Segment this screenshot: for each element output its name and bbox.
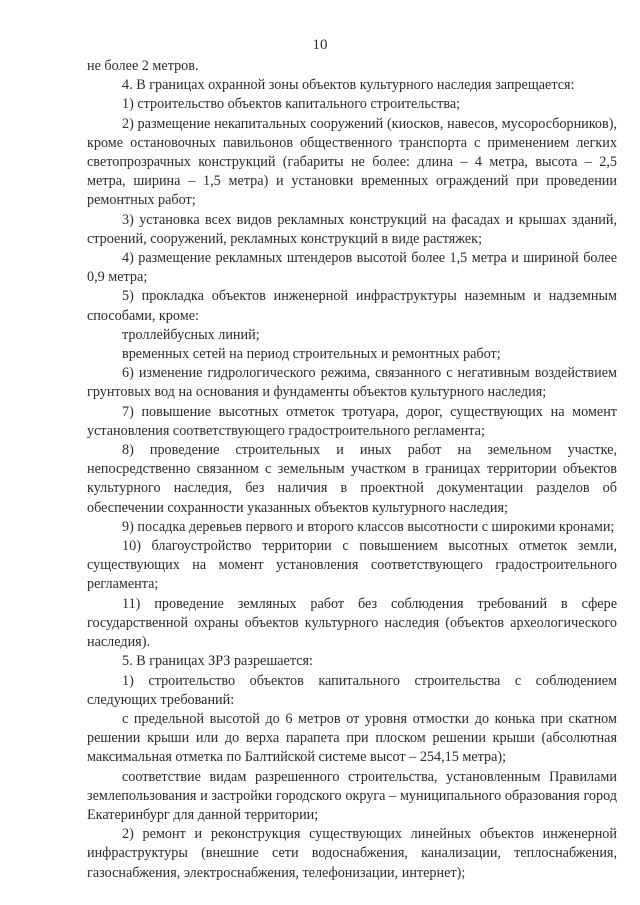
paragraph: 1) строительство объектов капитального строительства; xyxy=(122,96,461,113)
paragraph: временных сетей на период строительных и ремонтных работ; xyxy=(122,346,501,363)
paragraph: 5. В границах ЗРЗ разрешается: xyxy=(122,653,313,670)
paragraph: 10) благоустройство территории с повышением высотных отметок земли, существующих на момент установления соответствующего градостроительного регламента; xyxy=(87,538,617,593)
paragraph: 9) посадка деревьев первого и второго классов высотности с широкими кронами; xyxy=(122,518,615,535)
paragraph: 2) ремонт и реконструкция существующих линейных объектов инженерной инфраструктуры (внешние сети водоснабжения, канализации, теплоснабжения, газоснабжения, электроснабжения, телефонизации, интернет); xyxy=(87,826,617,881)
document-body xyxy=(87,57,617,883)
paragraph: 8) проведение строительных и иных работ на земельном участке, непосредственно связанном с земельным участком в границах территории объектов культурного наследия, без наличия в проектной документации разделов об обеспечении сохранности указанных объектов культурного наследия; xyxy=(87,442,617,516)
paragraph: 7) повышение высотных отметок тротуара, дорог, существующих на момент установления соответствующего градостроительного регламента; xyxy=(87,403,617,439)
page-number: 10 xyxy=(312,37,328,53)
paragraph: 6) изменение гидрологического режима, связанного с негативным воздействием грунтовых вод на основания и фундаменты объектов культурного наследия; xyxy=(87,365,617,401)
paragraph: 11) проведение земляных работ без соблюдения требований в сфере государственной охраны объектов культурного наследия (объектов археологического наследия). xyxy=(87,595,617,651)
paragraph: 3) установка всех видов рекламных конструкций на фасадах и крышах зданий, строений, сооружений, рекламных конструкций в виде растяжек; xyxy=(87,211,617,247)
paragraph: 5) прокладка объектов инженерной инфраструктуры наземным и надземным способами, кроме: xyxy=(87,288,617,324)
paragraph: с предельной высотой до 6 метров от уровня отмостки до конька при скатном решении крыши или до верха парапета при плоском решении крыши (абсолютная максимальная отметка по Балтийской системе высот – 254,15 метра); xyxy=(87,710,617,766)
paragraph: не более 2 метров. xyxy=(87,58,199,74)
paragraph: 4) размещение рекламных штендеров высотой более 1,5 метра и шириной более 0,9 метра; xyxy=(87,250,617,286)
paragraph: соответствие видам разрешенного строительства, установленным Правилами землепользования и застройки городского округа – муниципального образования город Екатеринбург для данной территории; xyxy=(87,768,617,823)
paragraph: троллейбусных линий; xyxy=(122,326,260,343)
paragraph: 2) размещение некапитальных сооружений (киосков, навесов, мусоросборников), кроме остановочных павильонов общественного транспорта с применением легких светопрозрачных конструкций (габариты не более: длина – 4 метра, высота – 2,5 метра, ширина – 1,5 метра) и установки временных ограждений при проведении ремонтных работ; xyxy=(87,115,617,209)
paragraph: 1) строительство объектов капитального строительства с соблюдением следующих требований: xyxy=(87,672,617,708)
paragraph: 4. В границах охранной зоны объектов культурного наследия запрещается: xyxy=(122,77,575,94)
